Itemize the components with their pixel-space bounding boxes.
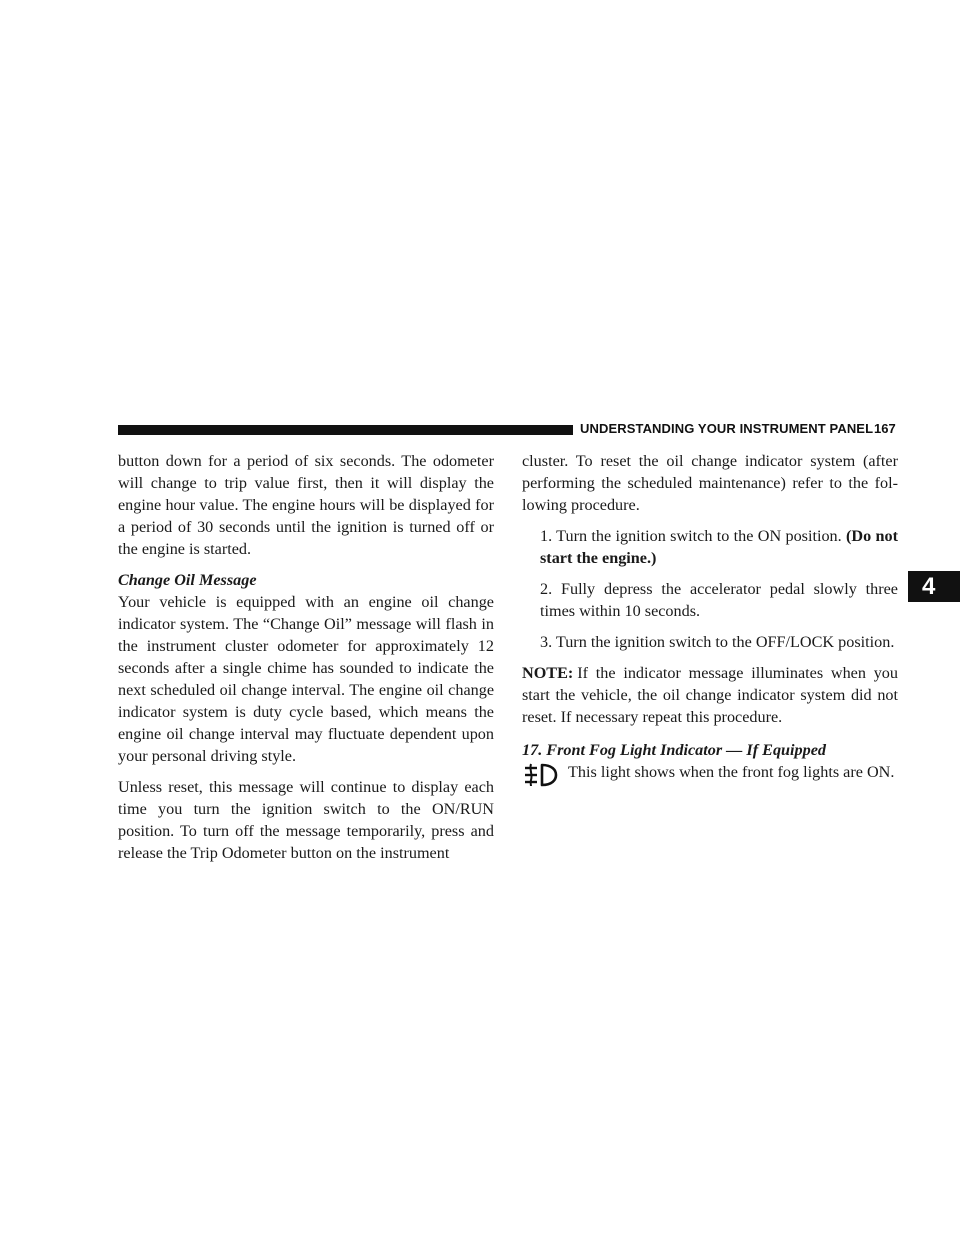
- step-3: 3. Turn the ignition switch to the OFF/LOCK position.: [540, 633, 895, 651]
- note: [522, 662, 898, 728]
- section-heading-fog-light: 17. Front Fog Light Indicator — If Equipped: [522, 741, 827, 759]
- right-column: [522, 450, 898, 783]
- step-2: 2. Fully depress the accelerator pedal slowly three times within 10 seconds.: [540, 580, 898, 620]
- fog-light-description: This light shows when the front fog lights are ON.: [568, 763, 895, 781]
- header-rule: [118, 425, 573, 435]
- paragraph-change-oil: Your vehicle is equipped with an engine oil change indicator system. The “Change Oil” message will flash in the instrument cluster odometer for approximately 12 seconds after a single chime has sounded to indicate the next scheduled oil change interval. The engine oil change indicator system is duty cycle based, which means the engine oil change interval may fluctuate dependent upon your personal driving style.: [118, 593, 494, 765]
- fog-light-row: [522, 761, 898, 783]
- section-heading-change-oil: Change Oil Message: [118, 571, 257, 589]
- note-label: NOTE:: [522, 664, 574, 682]
- front-fog-light-icon: [522, 762, 558, 788]
- note-text: If the indicator message illuminates when you start the vehicle, the oil change indicator system did not reset. If necessary repeat this procedure.: [522, 664, 898, 726]
- left-column: [118, 450, 494, 873]
- paragraph-odometer: button down for a period of six seconds. The odometer will change to trip value first, then it will display the engine hour value. The engine hours will be displayed for a period of 30 seconds until the ignition is turned off or the engine is started.: [118, 452, 494, 558]
- step-1-warning: (Do not start the engine.): [540, 527, 898, 567]
- chapter-tab: 4: [908, 571, 960, 602]
- step-1-text: 1. Turn the ignition switch to the ON position.: [540, 527, 842, 545]
- running-header-title: UNDERSTANDING YOUR INSTRUMENT PANEL: [580, 421, 874, 436]
- paragraph-cluster: cluster. To reset the oil change indicator system (after performing the scheduled maintenance) refer to the fol-lowing procedure.: [522, 452, 898, 514]
- page-number: 167: [874, 421, 896, 436]
- paragraph-reset: Unless reset, this message will continue to display each time you turn the ignition switch to the ON/RUN position. To turn off the message temporarily, press and release the Trip Odometer button on the instrument: [118, 778, 494, 862]
- step-1: [522, 525, 898, 569]
